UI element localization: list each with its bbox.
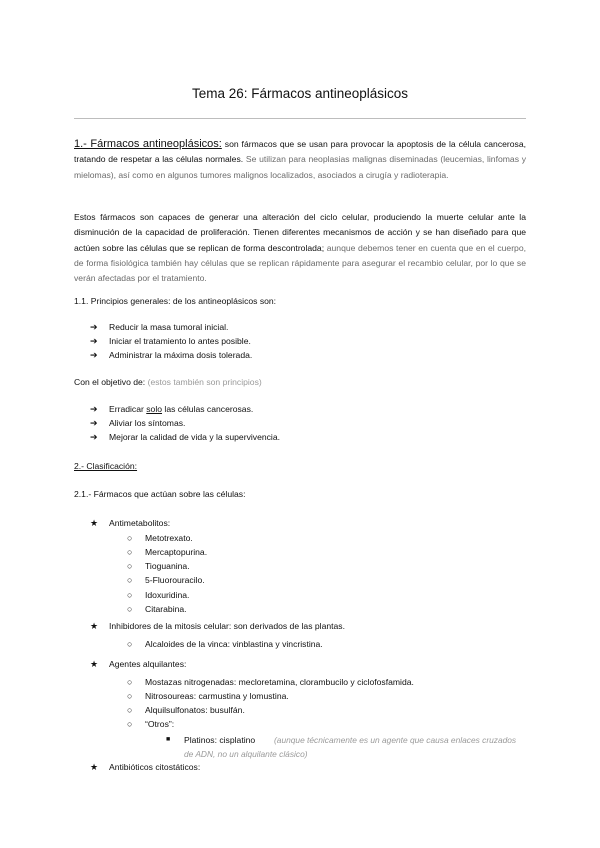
circle-icon: ○ <box>127 639 133 649</box>
arrow-icon: ➔ <box>90 350 98 360</box>
circle-icon: ○ <box>127 590 133 600</box>
arrow-icon: ➔ <box>90 432 98 442</box>
star-icon: ★ <box>90 762 99 772</box>
objective-item-text: las células cancerosas. <box>162 404 254 414</box>
objective-item <box>109 402 253 416</box>
objective-item-underlined: solo <box>146 404 163 414</box>
drug-item: Mostazas nitrogenadas: mecloretamina, clorambucilo y ciclofosfamida. <box>145 677 414 687</box>
section-1-mechanism-text: Estos fármacos son capaces de generar una alteración del ciclo celular, produciendo la muerte celular ante la disminución de la capacidad de proliferación. Tienen diferentes mecanismos de acción y se han diseñado para que actúen sobre las células que se replican de forma descontrolada; <box>74 212 526 253</box>
drug-item-platinos: Platinos: cisplatino <box>184 735 256 745</box>
platinos-note: (aunque técnicamente es un agente que causa enlaces cruzados de ADN, no un alquilante clásico) <box>184 735 517 760</box>
circle-icon: ○ <box>127 533 133 543</box>
objective-line <box>74 375 262 389</box>
circle-icon: ○ <box>127 719 133 729</box>
objective-note: (estos también son principios) <box>147 377 262 387</box>
title-divider <box>74 118 526 119</box>
category-alkylating-agents: Agentes alquilantes: <box>109 659 187 669</box>
drug-item: Citarabina. <box>145 604 187 614</box>
objective-label: Con el objetivo de: <box>74 377 146 387</box>
drug-item: Nitrosoureas: carmustina y lomustina. <box>145 691 289 701</box>
category-antibiotics: Antibióticos citostáticos: <box>109 762 201 772</box>
circle-icon: ○ <box>127 547 133 557</box>
objective-item: Aliviar los síntomas. <box>109 418 186 428</box>
section-1-mechanism-note: aunque debemos tener en cuenta que en el cuerpo, de forma fisiológica también hay células que se replican rápidamente para asegurar el recambio celular, por lo que se verán afectadas por el tratamiento. <box>74 242 527 284</box>
drug-item: Tioguanina. <box>145 561 190 571</box>
drug-item: Idoxuridina. <box>145 590 190 600</box>
circle-icon: ○ <box>127 677 133 687</box>
star-icon: ★ <box>90 621 99 631</box>
section-1-paragraph-2 <box>74 210 526 286</box>
objective-item: Mejorar la calidad de vida y la supervivencia. <box>109 432 281 442</box>
principle-item: Administrar la máxima dosis tolerada. <box>109 350 253 360</box>
section-1-heading: 1.- Fármacos antineoplásicos: <box>74 138 222 150</box>
section-1-intro-text: son fármacos que se usan para provocar la apoptosis de la célula cancerosa, tratando de respetar a las células normales. <box>74 139 527 165</box>
section-1-paragraph-1 <box>74 137 526 183</box>
drug-item: 5-Fluorouracilo. <box>145 575 205 585</box>
category-antimetabolitos: Antimetabolitos: <box>109 518 171 528</box>
drug-item: Metotrexato. <box>145 533 193 543</box>
circle-icon: ○ <box>127 604 133 614</box>
page-title: Tema 26: Fármacos antineoplásicos <box>191 86 409 101</box>
arrow-icon: ➔ <box>90 322 98 332</box>
star-icon: ★ <box>90 518 99 528</box>
section-2-heading: 2.- Clasificación: <box>74 461 138 471</box>
principle-item: Reducir la masa tumoral inicial. <box>109 322 229 332</box>
circle-icon: ○ <box>127 705 133 715</box>
square-icon: ■ <box>166 736 171 743</box>
objective-item-text: Erradicar <box>109 404 147 414</box>
arrow-icon: ➔ <box>90 418 98 428</box>
drug-item: Mercaptopurina. <box>145 547 208 557</box>
drug-item: Alquilsulfonatos: busulfán. <box>145 705 245 715</box>
section-2-1-heading: 2.1.- Fármacos que actúan sobre las células: <box>74 489 246 499</box>
circle-icon: ○ <box>127 691 133 701</box>
arrow-icon: ➔ <box>90 336 98 346</box>
star-icon: ★ <box>90 659 99 669</box>
drug-item: “Otros”: <box>145 719 175 729</box>
arrow-icon: ➔ <box>90 404 98 414</box>
section-1-intro-note: Se utilizan para neoplasias malignas diseminadas (leucemias, linfomas y mielomas), así como en algunos tumores malignos localizados, asociados a cirugía y radioterapia. <box>74 154 527 180</box>
drug-item: Alcaloides de la vinca: vinblastina y vincristina. <box>145 639 323 649</box>
principle-item: Iniciar el tratamiento lo antes posible. <box>109 336 251 346</box>
section-1-1-heading: 1.1. Principios generales: de los antineoplásicos son: <box>74 296 277 306</box>
circle-icon: ○ <box>127 575 133 585</box>
circle-icon: ○ <box>127 561 133 571</box>
category-mitosis-inhibitors: Inhibidores de la mitosis celular: son derivados de las plantas. <box>109 621 345 631</box>
